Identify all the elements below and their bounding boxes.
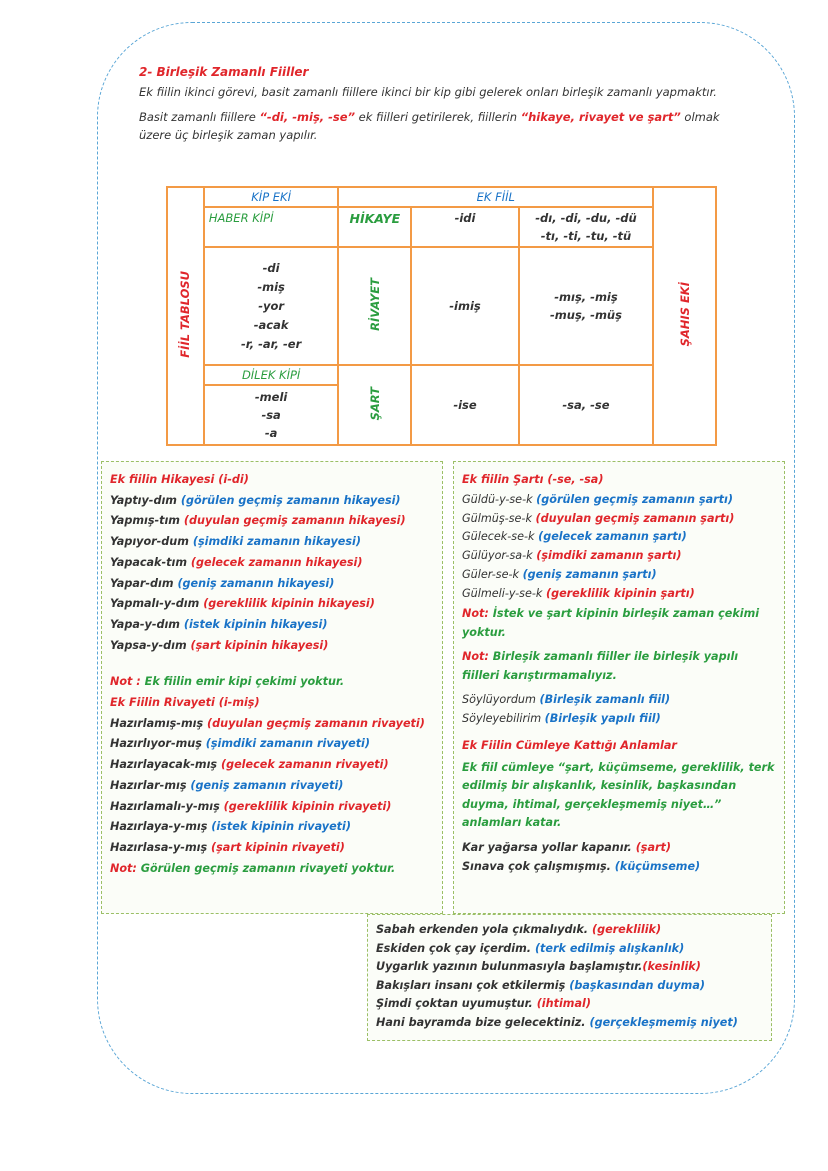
example-description: (şimdiki zamanın hikayesi) [192, 535, 361, 549]
example-description: (gerçekleşmemiş niyet) [589, 1015, 738, 1029]
anlam-text: Ek fiil cümleye “şart, küçümseme, gereklilik, terk edilmiş bir alışkanlık, kesinlik, başkasından duyma, ihtimal, gerçekleşmemiş niyet…” anlamları katar. [462, 760, 775, 830]
list-item [110, 838, 434, 859]
right-box-sart [453, 461, 785, 914]
example-description: (duyulan geçmiş zamanın rivayeti) [207, 716, 425, 730]
example-verb: Yapmalı-y-dım [110, 597, 204, 611]
intro2-highlight-zamanlar: “hikaye, rivayet ve şart” [520, 110, 681, 124]
example-description: (şart) [635, 840, 671, 854]
sahis-eki-label: ŞAHIS EKİ [677, 282, 692, 347]
example-description: (şimdiki zamanın rivayeti) [205, 737, 370, 751]
example-verb: Şimdi çoktan uyumuştur. [376, 997, 537, 1010]
list-item [462, 491, 776, 510]
example-description: (geniş zamanın hikayesi) [177, 576, 335, 590]
dilek-eki: -meli [254, 390, 288, 404]
example-description: (geniş zamanın şartı) [522, 567, 657, 581]
rivayet-list [110, 714, 434, 859]
example-verb: Bakışları insanı çok etkilermiş [376, 978, 570, 992]
haber-eki: -r, -ar, -er [241, 336, 302, 351]
list-item [462, 566, 776, 585]
rivayet-cell [338, 247, 411, 365]
not-label: Not: [462, 607, 493, 621]
list-item [462, 510, 776, 529]
list-item [110, 615, 434, 636]
not-4 [462, 648, 776, 685]
hikaye-list [110, 491, 434, 657]
example-description: (şart kipinin rivayeti) [211, 840, 345, 854]
example-verb: Gülüyor-sa-k [462, 549, 537, 563]
idi-ek: -idi [411, 207, 519, 247]
example-verb: Uygarlık yazının bulunmasıyla başlamıştır. [376, 960, 643, 973]
example-description: (Birleşik zamanlı fiil) [539, 693, 671, 707]
not-2 [110, 859, 434, 880]
example-verb: Hazırlamış-mış [110, 716, 208, 730]
ek-fiil-header: EK FİİL [338, 187, 653, 207]
list-item [110, 491, 434, 512]
example-description: (gereklilik kipinin hikayesi) [203, 597, 375, 611]
example-description: (görülen geçmiş zamanın şartı) [536, 492, 733, 506]
rivayet-sahis-line-2: -muş, -müş [550, 308, 622, 322]
intro2-highlight-ekler: “-di, -miş, -se” [259, 110, 355, 124]
sart-label: ŞART [367, 386, 382, 421]
list-item [110, 594, 434, 615]
list-item [462, 585, 776, 604]
fiil-tablosu [166, 186, 717, 446]
example-verb: Gülmeli-y-se-k [462, 586, 546, 600]
list-item [462, 858, 776, 877]
list-item [110, 797, 434, 818]
example-verb: Eskiden çok çay içerdim. [376, 941, 535, 955]
example-verb: Yapa-y-dım [110, 617, 184, 631]
ise-ek: -ise [411, 365, 519, 445]
example-list [462, 691, 776, 729]
dilek-eki: -a [264, 426, 278, 440]
list-item [462, 710, 776, 729]
list-item [110, 755, 434, 776]
example-verb: Gülmüş-se-k [462, 511, 536, 525]
list-item [462, 691, 776, 710]
rivayet-title: Ek Fiilin Rivayeti (i-miş) [110, 696, 260, 710]
hikaye-sahis-ekleri [519, 207, 653, 247]
haber-eki: -yor [258, 298, 285, 313]
example-verb: Güldü-y-se-k [462, 492, 537, 506]
intro-section [139, 64, 739, 152]
left-box-hikaye-rivayet [101, 461, 443, 914]
list-item [110, 776, 434, 797]
dilek-kipi-ekleri [204, 385, 338, 445]
example-description: (istek kipinin hikayesi) [183, 617, 328, 631]
example-description: (gereklilik kipinin rivayeti) [223, 799, 392, 813]
sart-cell [338, 365, 411, 445]
not-text: İstek ve şart kipinin birleşik zaman çekimi yoktur. [462, 607, 760, 639]
not-label: Not : [110, 675, 145, 689]
list-item [376, 958, 763, 977]
example-verb: Hazırlamalı-y-mış [110, 799, 224, 813]
example-verb: Yapıyor-dum [110, 535, 193, 549]
example-verb: Kar yağarsa yollar kapanır. [462, 840, 636, 854]
dilek-eki: -sa [261, 408, 281, 422]
list-item [110, 636, 434, 657]
list-item [110, 574, 434, 595]
list-item [376, 1014, 763, 1033]
list-item [110, 734, 434, 755]
list-item [376, 995, 763, 1014]
haber-eki: -miş [257, 279, 285, 294]
example-description: (gereklilik kipinin şartı) [545, 586, 695, 600]
example-description: (ihtimal) [536, 997, 591, 1010]
haber-eki: -acak [253, 317, 289, 332]
example-description: (terk edilmiş alışkanlık) [534, 941, 685, 955]
example-verb: Yapmış-tım [110, 514, 184, 528]
list-item [462, 528, 776, 547]
not-text: Ek fiilin emir kipi çekimi yoktur. [144, 675, 345, 689]
example-description: (başkasından duyma) [569, 978, 705, 992]
sart-sahis-ekleri: -sa, -se [519, 365, 653, 445]
example-verb: Gülecek-se-k [462, 530, 539, 544]
table-side-right [653, 187, 716, 445]
list-item [110, 817, 434, 838]
bottom-list [376, 921, 763, 1032]
anlam-list [462, 839, 776, 877]
example-verb: Hazırlaya-y-mış [110, 820, 212, 834]
example-description: (istek kipinin rivayeti) [211, 820, 351, 834]
not-3 [462, 605, 776, 642]
example-description: (gelecek zamanın şartı) [538, 530, 687, 544]
section-title: 2- Birleşik Zamanlı Fiiller [139, 65, 309, 79]
list-item [376, 940, 763, 959]
rivayet-sahis-ekleri [519, 247, 653, 365]
example-verb: Sabah erkenden yola çıkmalıydık. [376, 923, 592, 936]
dilek-kipi-label: DİLEK KİPİ [204, 365, 338, 385]
hikaye-sahis-line-2: -tı, -ti, -tu, -tü [540, 229, 632, 243]
example-verb: Söyleyebilirim [462, 712, 545, 726]
list-item [376, 977, 763, 996]
not-label: Not: [110, 861, 141, 875]
list-item [376, 921, 763, 940]
imis-ek: -imiş [411, 247, 519, 365]
haber-kipi-ekleri [204, 247, 338, 365]
hikaye-label: HİKAYE [338, 207, 411, 247]
intro-paragraph-2 [139, 109, 739, 144]
table-side-left [167, 187, 204, 445]
anlam-title: Ek Fiilin Cümleye Kattığı Anlamlar [462, 739, 677, 753]
not-text: Görülen geçmiş zamanın rivayeti yoktur. [140, 861, 396, 875]
bottom-box-examples [367, 914, 772, 1041]
example-verb: Yaptıy-dım [110, 493, 181, 507]
example-description: (duyulan geçmiş zamanın hikayesi) [183, 514, 406, 528]
fiil-tablosu-label: FİİL TABLOSU [178, 271, 193, 358]
example-verb: Hani bayramda bize gelecektiniz. [376, 1015, 590, 1029]
list-item [110, 532, 434, 553]
not-1 [110, 672, 434, 693]
example-description: (kesinlik) [642, 960, 701, 973]
haber-kipi-label: HABER KİPİ [204, 207, 338, 247]
intro2-text-e: olmak üzere üç birleşik zaman yapılır. [139, 110, 720, 142]
example-description: (şimdiki zamanın şartı) [536, 549, 682, 563]
example-verb: Yapsa-y-dım [110, 638, 191, 652]
haber-eki: -di [262, 260, 280, 275]
not-label: Not: [462, 650, 493, 664]
example-description: (şart kipinin hikayesi) [190, 638, 329, 652]
not-text: Birleşik zamanlı fiiller ile birleşik yapılı fiilleri karıştırmamalıyız. [462, 650, 739, 682]
example-description: (gelecek zamanın rivayeti) [220, 758, 389, 772]
example-verb: Hazırlayacak-mış [110, 758, 221, 772]
example-description: (geniş zamanın rivayeti) [190, 778, 344, 792]
list-item [110, 714, 434, 735]
example-verb: Söylüyordum [462, 693, 540, 707]
example-verb: Sınava çok çalışmışmış. [462, 859, 615, 873]
example-description: (görülen geçmiş zamanın hikayesi) [180, 493, 401, 507]
intro-paragraph-1: Ek fiilin ikinci görevi, basit zamanlı fiillere ikinci bir kip gibi gelerek onları birleşik zamanlı yapmaktır. [139, 84, 717, 99]
list-item [462, 547, 776, 566]
list-item [110, 553, 434, 574]
intro2-text-a: Basit zamanlı fiillere [139, 110, 260, 124]
example-description: (küçümseme) [614, 859, 701, 873]
example-description: (gelecek zamanın hikayesi) [190, 555, 363, 569]
example-description: (Birleşik yapılı fiil) [544, 712, 661, 726]
rivayet-label: RİVAYET [367, 278, 382, 331]
hikaye-title: Ek fiilin Hikayesi (i-di) [110, 473, 249, 486]
example-verb: Hazırlar-mış [110, 778, 191, 792]
example-verb: Hazırlıyor-muş [110, 737, 206, 751]
hikaye-sahis-line-1: -dı, -di, -du, -dü [535, 211, 637, 225]
intro2-text-c: ek fiilleri getirilerek, fiillerin [354, 110, 521, 124]
example-verb: Güler-se-k [462, 567, 523, 581]
rivayet-sahis-line-1: -mış, -miş [554, 290, 618, 304]
example-description: (duyulan geçmiş zamanın şartı) [535, 511, 735, 525]
sart-list [462, 491, 776, 604]
kip-eki-header: KİP EKİ [204, 187, 338, 207]
example-verb: Yapar-dım [110, 576, 178, 590]
list-item [462, 839, 776, 858]
list-item [110, 511, 434, 532]
example-verb: Hazırlasa-y-mış [110, 840, 211, 854]
example-verb: Yapacak-tım [110, 555, 191, 569]
sart-title: Ek fiilin Şartı (-se, -sa) [462, 473, 604, 486]
example-description: (gereklilik) [591, 923, 662, 936]
